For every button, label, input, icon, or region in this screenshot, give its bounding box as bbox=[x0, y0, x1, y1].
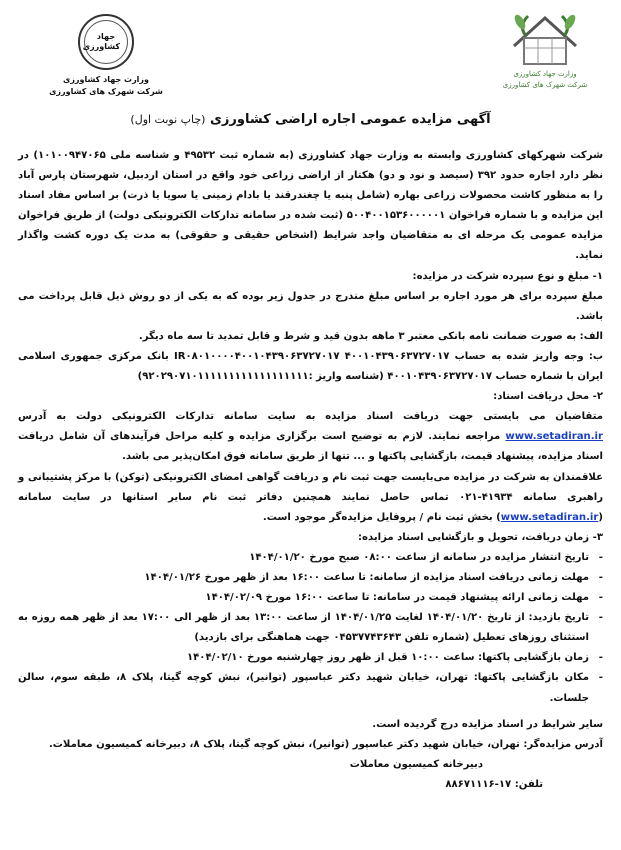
schedule-list bbox=[18, 548, 603, 709]
deposit-option-b: ب: وجه واریز شده به حساب ۴۰۰۱۰۴۳۹۰۶۳۷۲۷۰۱۷ IR۰۸۰۱۰۰۰۰۴۰۰۱۰۴۳۹۰۶۳۷۲۷۰۱۷ بانک مرکزی جمهوری اسلامی ایران با شماره حساب ۴۰۰۱۰۴۳۹۰۶۳۷۲۷۰۱۷ (شناسه واریز :۹۲۰۲۹۰۷۱۰۱۱۱۱۱۱۱۱۱۱۱۱۱۱۱۱۱۱) bbox=[18, 350, 604, 383]
seal-text-bottom: کشاورزی bbox=[82, 42, 120, 51]
setadiran-link-2[interactable]: www.setadiran.ir bbox=[500, 511, 599, 523]
logo-caption-company: شرکت شهرک های کشاورزی bbox=[502, 81, 588, 89]
logo-caption-ministry: وزارت جهاد کشاورزی bbox=[513, 70, 577, 78]
seal-caption-company: شرکت شهرک های کشاورزی bbox=[49, 87, 163, 96]
deposit-option-a: الف: به صورت ضمانت نامه بانکی معتبر ۳ ماهه بدون قید و شرط و قابل تمدید تا سه ماه دیگر. bbox=[138, 330, 603, 342]
section-2-heading: ۲- محل دریافت اسناد: bbox=[493, 391, 603, 403]
documents-text-start: متقاضیان می بایستی جهت دریافت اسناد مزایده به سایت سامانه تدارکات الکترونیکی دولت به آدرس bbox=[18, 411, 603, 423]
other-conditions: سایر شرایط در اسناد مزایده درج گردیده است. bbox=[372, 718, 603, 730]
schedule-item: - تاریخ انتشار مزایده در سامانه از ساعت ۰۸:۰۰ صبح مورخ ۱۴۰۴/۰۱/۲۰ bbox=[18, 548, 589, 568]
announcement-title bbox=[0, 112, 621, 127]
intro-paragraph: شرکت شهرکهای کشاورزی وابسته به وزارت جهاد کشاورزی (به شماره ثبت ۴۹۵۳۲ و شناسه ملی ۱۰۱۰۰۹۴۷۰۶۵) در نظر دارد اجاره حدود ۳۹۲ (سیصد و نود و دو) هکتار از اراضی زراعی خود واقع در استان اردبیل، شهرستان پارس آباد را به منظور کاشت محصولات زراعی بهاره (شامل پنبه یا چغندرقند یا بادام زمینی یا سویا یا ذرت) بر اساس مفاد اسناد این مزایده و با شماره فراخوان ۵۰۰۴۰۰۱۵۳۶۰۰۰۰۰۱ (ثبت شده در سامانه تدارکات الکترونیکی دولت) از طریق فراخوان مزایده عمومی یک مرحله ای به متقاضیان واجد شرایط (اشخاص حقیقی و حقوقی) به مدت یک دوره کشت واگذار نماید. bbox=[18, 150, 603, 262]
registration-text-end: ) بخش ثبت نام / پروفایل مزایده‌گر موجود است. bbox=[262, 511, 501, 523]
section-1-heading: ۱- مبلغ و نوع سپرده شرکت در مزایده: bbox=[412, 270, 603, 282]
title-main: آگهی مزایده عمومی اجاره اراضی کشاورزی bbox=[210, 112, 491, 127]
documents-paragraph bbox=[18, 407, 603, 467]
signature-name: دبیرخانه کمیسیون معاملات bbox=[349, 758, 483, 770]
setadiran-link[interactable]: www.setadiran.ir bbox=[505, 431, 603, 443]
auctioneer-address: آدرس مزایده‌گر: تهران، خیابان شهید دکتر عباسپور (توانیر)، نبش کوچه گیتا، پلاک ۸، دبیرخانه کمیسیون معاملات. bbox=[48, 738, 603, 750]
house-emblem-icon bbox=[506, 8, 584, 68]
schedule-item: - تاریخ بازدید: از تاریخ ۱۴۰۴/۰۱/۲۰ لغایت ۱۴۰۴/۰۱/۲۵ از ساعت ۱۳:۰۰ بعد از ظهر الی ۱۷:۰۰ بعد از ظهر همه روزه به استثنای روزهای تعطیل (شماره تلفن ۰۴۵۳۷۷۴۳۶۴۳ جهت هماهنگی برای بازدید) bbox=[18, 608, 589, 648]
signature-phone: تلفن: ۱۷-۸۸۶۷۱۱۱۶ bbox=[445, 778, 543, 790]
registration-paragraph bbox=[18, 468, 603, 528]
ministry-seal-icon bbox=[78, 14, 134, 70]
schedule-item: - مهلت زمانی دریافت اسناد مزایده از سامانه: تا ساعت ۱۶:۰۰ بعد از ظهر مورخ ۱۴۰۴/۰۱/۲۶ bbox=[18, 568, 589, 588]
schedule-item: - زمان بازگشایی پاکتها: ساعت ۱۰:۰۰ قبل از ظهر روز چهارشنبه مورخ ۱۴۰۴/۰۲/۱۰ bbox=[18, 648, 589, 668]
seal-text-top: جهاد bbox=[96, 32, 116, 41]
deposit-text: مبلغ سپرده برای هر مورد اجاره بر اساس مبلغ مندرج در جدول زیر بوده که به یکی از دو روش ذیل قابل پرداخت می باشد. bbox=[18, 290, 603, 322]
documents-text-end: مراجعه نمایند. لازم به توضیح است برگزاری مزایده و کلیه مراحل فرآیندهای آن شامل دریافت اسناد مزایده، پیشنهاد قیمت، بازگشایی پاکتها و ... تنها از طریق سامانه فوق امکان‌پذیر می باشد. bbox=[18, 431, 603, 463]
section-3-heading: ۳- زمان دریافت، تحویل و بازگشایی اسناد مزایده: bbox=[358, 531, 603, 543]
schedule-item: - مهلت زمانی ارائه پیشنهاد قیمت در سامانه: تا ساعت ۱۶:۰۰ مورخ ۱۴۰۴/۰۲/۰۹ bbox=[18, 588, 589, 608]
registration-text-start: علاقمندان به شرکت در مزایده می‌بایست جهت ثبت نام و دریافت گواهی امضای الکترونیکی (توکن) با مرکز پشتیبانی و راهبری سامانه ۴۱۹۳۴-۰۲۱ تماس حاصل نمایند همچنین دفاتر ثبت نام سایر استانها در سایت سامانه ( bbox=[18, 471, 603, 523]
ministry-seal bbox=[46, 14, 166, 98]
company-logo bbox=[485, 8, 605, 90]
seal-caption-ministry: وزارت جهاد کشاورزی bbox=[62, 75, 149, 84]
title-edition: (چاپ نوبت اول) bbox=[130, 113, 206, 126]
announcement-body bbox=[18, 146, 603, 795]
schedule-item: - مکان بازگشایی پاکتها: تهران، خیابان شهید دکتر عباسپور (توانیر)، نبش کوچه گیتا، پلاک ۸، طبقه سوم، سالن جلسات. bbox=[18, 668, 589, 708]
letterhead bbox=[16, 8, 605, 108]
